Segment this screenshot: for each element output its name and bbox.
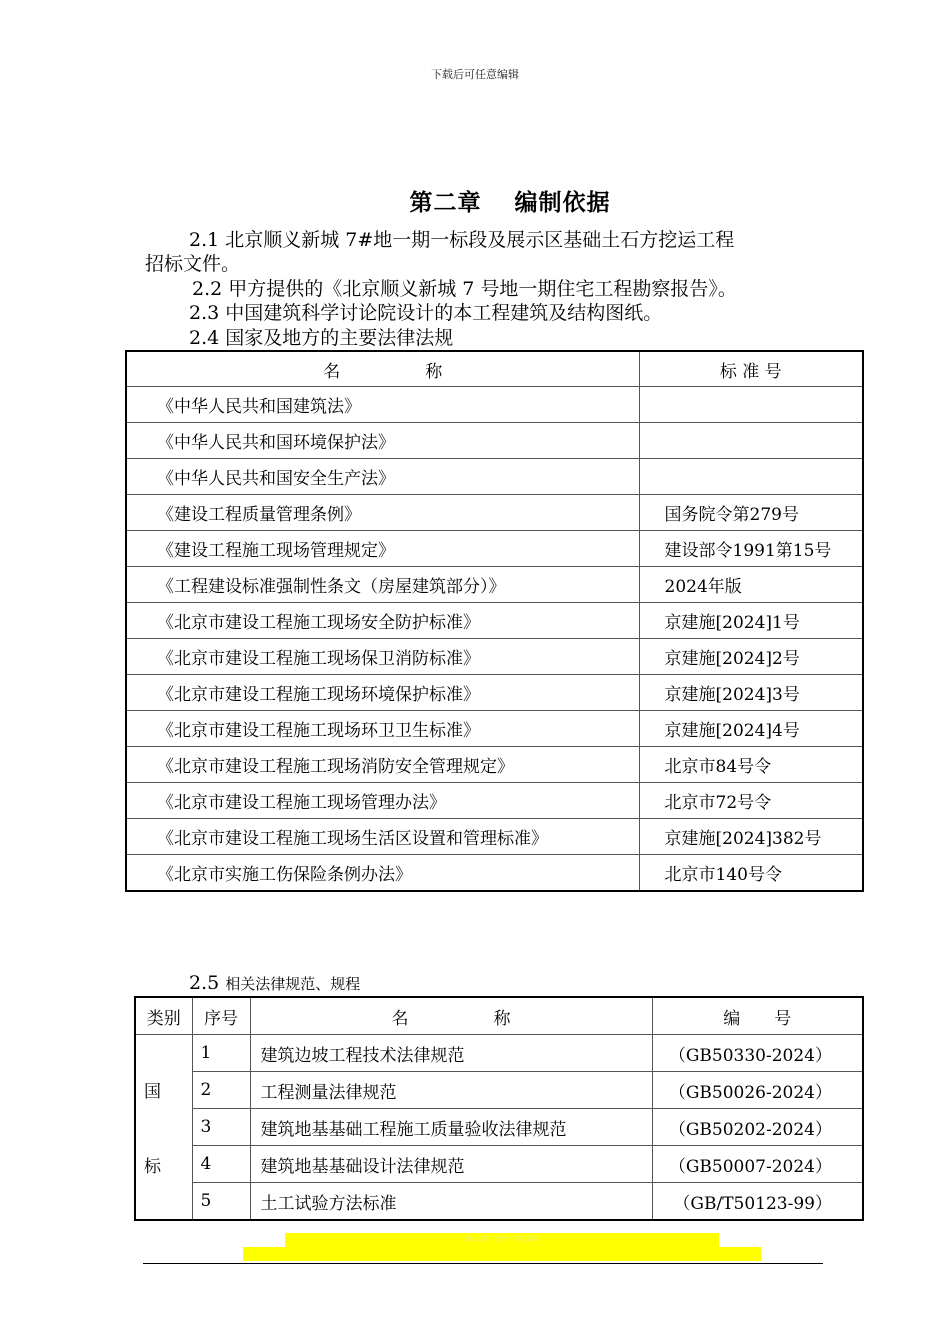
spec-number: 3 <box>192 1109 250 1146</box>
law-standard <box>639 459 863 495</box>
law-standard: 京建施[2024]4号 <box>639 711 863 747</box>
spec-code: （GB50202-2024） <box>652 1109 863 1146</box>
section-2-5-title: 相关法律规范、规程 <box>225 975 361 993</box>
spec-name: 建筑地基基础工程施工质量验收法律规范 <box>250 1109 652 1146</box>
law-name: 《建设工程施工现场管理规定》 <box>126 531 639 567</box>
table-row <box>126 531 863 567</box>
table-row <box>126 387 863 423</box>
spec-name: 建筑地基基础设计法律规范 <box>250 1146 652 1183</box>
paragraph-2-3: 2.3 中国建筑科学讨论院设计的本工程建筑及结构图纸。 <box>189 302 663 324</box>
law-standard: 京建施[2024]382号 <box>639 819 863 855</box>
specs-table-header <box>135 997 863 1035</box>
section-2-5-heading <box>189 972 360 994</box>
law-standard: 2024年版 <box>639 567 863 603</box>
table-row <box>126 495 863 531</box>
paragraph-2-2: 2.2 甲方提供的《北京顺义新城 7 号地一期住宅工程勘察报告》。 <box>192 278 737 300</box>
law-standard: 建设部令1991第15号 <box>639 531 863 567</box>
law-name: 《北京市建设工程施工现场消防安全管理规定》 <box>126 747 639 783</box>
table-row <box>126 423 863 459</box>
spec-name: 建筑边坡工程技术法律规范 <box>250 1035 652 1072</box>
specs-header-category: 类别 <box>135 997 192 1035</box>
law-standard: 北京市72号令 <box>639 783 863 819</box>
spec-name: 土工试验方法标准 <box>250 1183 652 1221</box>
table-row <box>135 1035 863 1072</box>
table-row <box>126 459 863 495</box>
table-row <box>126 639 863 675</box>
law-name: 《中华人民共和国建筑法》 <box>126 387 639 423</box>
spec-code: （GB50330-2024） <box>652 1035 863 1072</box>
law-standard: 京建施[2024]1号 <box>639 603 863 639</box>
paragraph-2-1-line2: 招标文件。 <box>145 253 241 275</box>
law-standard: 京建施[2024]2号 <box>639 639 863 675</box>
category-char: 国 <box>144 1082 161 1102</box>
laws-table-header <box>126 351 863 387</box>
paragraph-2-4: 2.4 国家及地方的主要法律法规 <box>189 327 454 349</box>
table-row <box>126 567 863 603</box>
specs-header-name: 名 称 <box>250 997 652 1035</box>
table-row <box>126 747 863 783</box>
table-row <box>126 783 863 819</box>
spec-number: 1 <box>192 1035 250 1072</box>
law-name: 《建设工程质量管理条例》 <box>126 495 639 531</box>
table-row <box>135 1146 863 1183</box>
table-row <box>126 855 863 892</box>
law-name: 《北京市建设工程施工现场安全防护标准》 <box>126 603 639 639</box>
law-name: 《北京市建设工程施工现场环境保护标准》 <box>126 675 639 711</box>
specs-category-cell <box>135 1035 192 1221</box>
table-row <box>126 675 863 711</box>
table-row <box>135 1072 863 1109</box>
laws-table <box>125 350 864 892</box>
table-row <box>126 819 863 855</box>
law-standard <box>639 387 863 423</box>
specs-header-number: 序号 <box>192 997 250 1035</box>
header-note: 下载后可任意编辑 <box>431 68 519 81</box>
section-2-5-number: 2.5 <box>189 972 220 994</box>
paragraph-2-1-line1: 2.1 北京顺义新城 7#地一期一标段及展示区基础土石方挖运工程 <box>189 229 735 251</box>
table-row <box>135 1109 863 1146</box>
spec-code: （GB50026-2024） <box>652 1072 863 1109</box>
law-standard: 北京市140号令 <box>639 855 863 892</box>
law-name: 《北京市实施工伤保险条例办法》 <box>126 855 639 892</box>
law-name: 《北京市建设工程施工现场保卫消防标准》 <box>126 639 639 675</box>
table-row <box>126 603 863 639</box>
table-row <box>135 1183 863 1221</box>
law-standard: 国务院令第279号 <box>639 495 863 531</box>
footer-highlight-band: 精品文档 下载后可任意编辑 <box>285 1233 719 1247</box>
spec-name: 工程测量法律规范 <box>250 1072 652 1109</box>
spec-code: （GB50007-2024） <box>652 1146 863 1183</box>
category-char: 标 <box>144 1157 161 1177</box>
chapter-title: 第二章 编制依据 <box>409 189 611 216</box>
spec-number: 2 <box>192 1072 250 1109</box>
specs-header-code: 编 号 <box>652 997 863 1035</box>
law-name: 《北京市建设工程施工现场环卫卫生标准》 <box>126 711 639 747</box>
spec-code: （GB/T50123-99） <box>652 1183 863 1221</box>
table-row <box>126 711 863 747</box>
law-name: 《中华人民共和国安全生产法》 <box>126 459 639 495</box>
law-name: 《工程建设标准强制性条文（房屋建筑部分）》 <box>126 567 639 603</box>
spec-number: 5 <box>192 1183 250 1221</box>
specs-table <box>134 996 864 1221</box>
law-name: 《北京市建设工程施工现场生活区设置和管理标准》 <box>126 819 639 855</box>
law-name: 《中华人民共和国环境保护法》 <box>126 423 639 459</box>
law-standard: 京建施[2024]3号 <box>639 675 863 711</box>
laws-header-standard: 标 准 号 <box>639 351 863 387</box>
laws-header-name: 名 称 <box>126 351 639 387</box>
law-standard <box>639 423 863 459</box>
footer-highlight-band-lower <box>243 1247 761 1261</box>
law-name: 《北京市建设工程施工现场管理办法》 <box>126 783 639 819</box>
law-standard: 北京市84号令 <box>639 747 863 783</box>
footer-rule <box>143 1263 823 1264</box>
spec-number: 4 <box>192 1146 250 1183</box>
